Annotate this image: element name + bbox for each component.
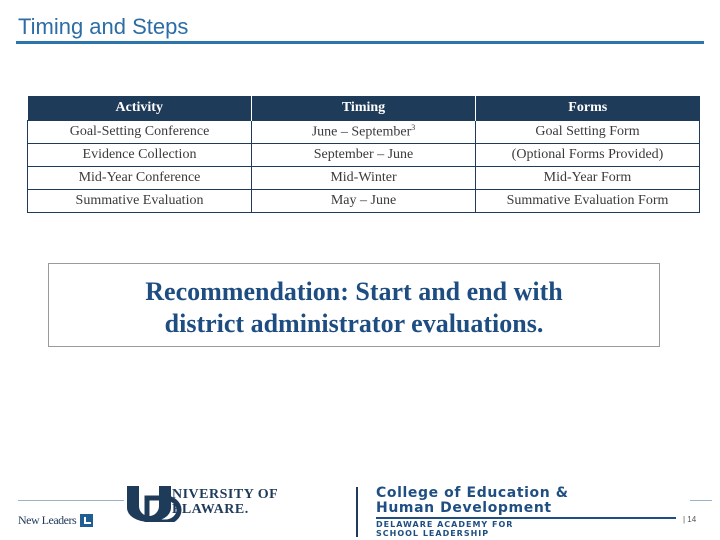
new-leaders-arrow-icon	[80, 514, 93, 527]
logo-divider	[356, 487, 358, 537]
college-name-line-1: College of Education &	[376, 485, 569, 501]
cell-timing: September – June	[252, 144, 476, 167]
recommendation-box	[48, 263, 660, 347]
table-row	[28, 190, 700, 213]
cell-form: Summative Evaluation Form	[476, 190, 700, 213]
academy-name-line-1: DELAWARE ACADEMY FOR	[376, 520, 514, 529]
header-activity: Activity	[28, 96, 252, 121]
cell-activity: Goal-Setting Conference	[28, 121, 252, 144]
table-row	[28, 144, 700, 167]
table-row	[28, 121, 700, 144]
college-name-line-2: Human Development	[376, 500, 552, 516]
header-forms: Forms	[476, 96, 700, 121]
cell-timing	[252, 121, 476, 144]
cell-timing-text: June – September	[311, 124, 412, 140]
slide-title: Timing and Steps	[18, 14, 189, 39]
academy-name-line-2: SCHOOL LEADERSHIP	[376, 529, 490, 538]
ud-university-text: NIVERSITY OF	[172, 487, 279, 502]
cell-form: Mid-Year Form	[476, 167, 700, 190]
header-timing: Timing	[252, 96, 476, 121]
cell-form: Goal Setting Form	[476, 121, 700, 144]
footer-rule-left	[18, 500, 124, 501]
title-underline	[16, 41, 704, 44]
cell-activity: Summative Evaluation	[28, 190, 252, 213]
footnote-marker: 3	[411, 123, 416, 133]
timing-table	[27, 96, 700, 213]
page-number: | 14	[683, 515, 697, 524]
cell-timing: Mid-Winter	[252, 167, 476, 190]
table-row	[28, 167, 700, 190]
footer-rule-right	[690, 500, 712, 501]
recommendation-line-2: district administrator evaluations.	[164, 309, 544, 338]
cell-activity: Evidence Collection	[28, 144, 252, 167]
recommendation-line-1: Recommendation: Start and end with	[145, 277, 563, 306]
new-leaders-logo	[18, 513, 93, 528]
new-leaders-text: New Leaders	[18, 513, 77, 527]
cell-timing: May – June	[252, 190, 476, 213]
cell-form: (Optional Forms Provided)	[476, 144, 700, 167]
cell-activity: Mid-Year Conference	[28, 167, 252, 190]
college-rule	[376, 517, 676, 519]
table-header-row	[28, 96, 700, 121]
ud-delaware-text: ELAWARE.	[172, 502, 249, 517]
